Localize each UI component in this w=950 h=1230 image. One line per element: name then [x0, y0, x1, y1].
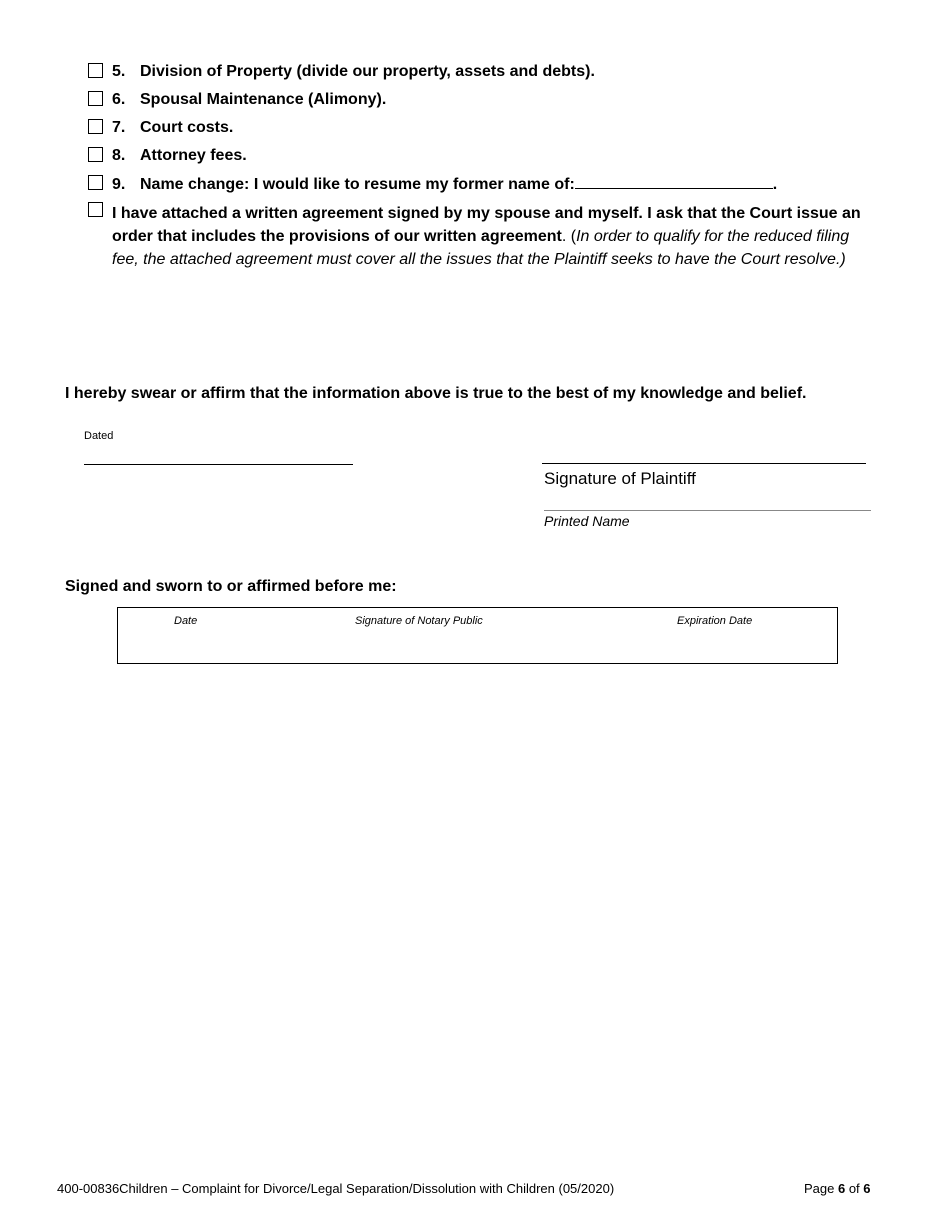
checkbox-written-agreement[interactable] [88, 202, 103, 217]
plaintiff-signature-line[interactable] [542, 463, 866, 464]
checkbox-spousal-maintenance[interactable] [88, 91, 103, 106]
footer-form-title: 400-00836Children – Complaint for Divorce/Legal Separation/Dissolution with Children (05/2020) [57, 1181, 615, 1196]
agreement-bold-text: I have attached a written agreement signed by my spouse and myself. I ask that the Court issue an order that includes the provisions of our written agreement [112, 205, 861, 245]
item-number: 9. [112, 176, 126, 193]
item-text: Court costs. [140, 119, 234, 136]
item-spousal-maintenance [112, 90, 386, 110]
notary-date-label: Date [174, 615, 198, 627]
item-attorney-fees [112, 146, 247, 166]
agreement-separator: . ( [561, 228, 577, 245]
item-court-costs [112, 118, 233, 138]
checkbox-court-costs[interactable] [88, 119, 103, 134]
agreement-italic-note: In order to qualify for the reduced filing fee, the attached agreement must cover all the issues that the Plaintiff seeks to have the Court resolve.) [112, 228, 850, 268]
notary-heading: Signed and sworn to or affirmed before me: [65, 578, 397, 595]
page-total: 6 [863, 1181, 871, 1196]
footer-page-number [804, 1181, 871, 1196]
item-division-of-property [112, 62, 595, 82]
former-name-field[interactable] [575, 174, 773, 189]
notary-box [117, 607, 838, 664]
checkbox-name-change[interactable] [88, 175, 103, 190]
dated-line[interactable] [84, 464, 353, 465]
dated-label: Dated [84, 430, 114, 442]
item-text: Spousal Maintenance (Alimony). [140, 91, 387, 108]
item-number: 8. [112, 147, 126, 164]
signature-of-plaintiff-label: Signature of Plaintiff [544, 469, 696, 488]
item-number: 6. [112, 91, 126, 108]
item-text: Attorney fees. [140, 147, 247, 164]
checkbox-division-of-property[interactable] [88, 63, 103, 78]
printed-name-label: Printed Name [544, 513, 630, 529]
item-number: 5. [112, 63, 126, 80]
notary-signature-label: Signature of Notary Public [355, 615, 483, 627]
page-of: of [845, 1181, 864, 1196]
printed-name-line[interactable] [544, 510, 871, 511]
notary-expiration-label: Expiration Date [677, 615, 753, 627]
item-name-change [112, 174, 777, 195]
checkbox-attorney-fees[interactable] [88, 147, 103, 162]
item-suffix: . [772, 176, 778, 193]
item-number: 7. [112, 119, 126, 136]
item-text: Division of Property (divide our property, assets and debts). [140, 63, 595, 80]
swear-statement: I hereby swear or affirm that the information above is true to the best of my knowledge and belief. [65, 385, 807, 402]
page-prefix: Page [804, 1181, 838, 1196]
item-text: Name change: I would like to resume my former name of: [140, 176, 575, 193]
written-agreement-paragraph [112, 202, 872, 271]
page-current: 6 [837, 1181, 846, 1196]
